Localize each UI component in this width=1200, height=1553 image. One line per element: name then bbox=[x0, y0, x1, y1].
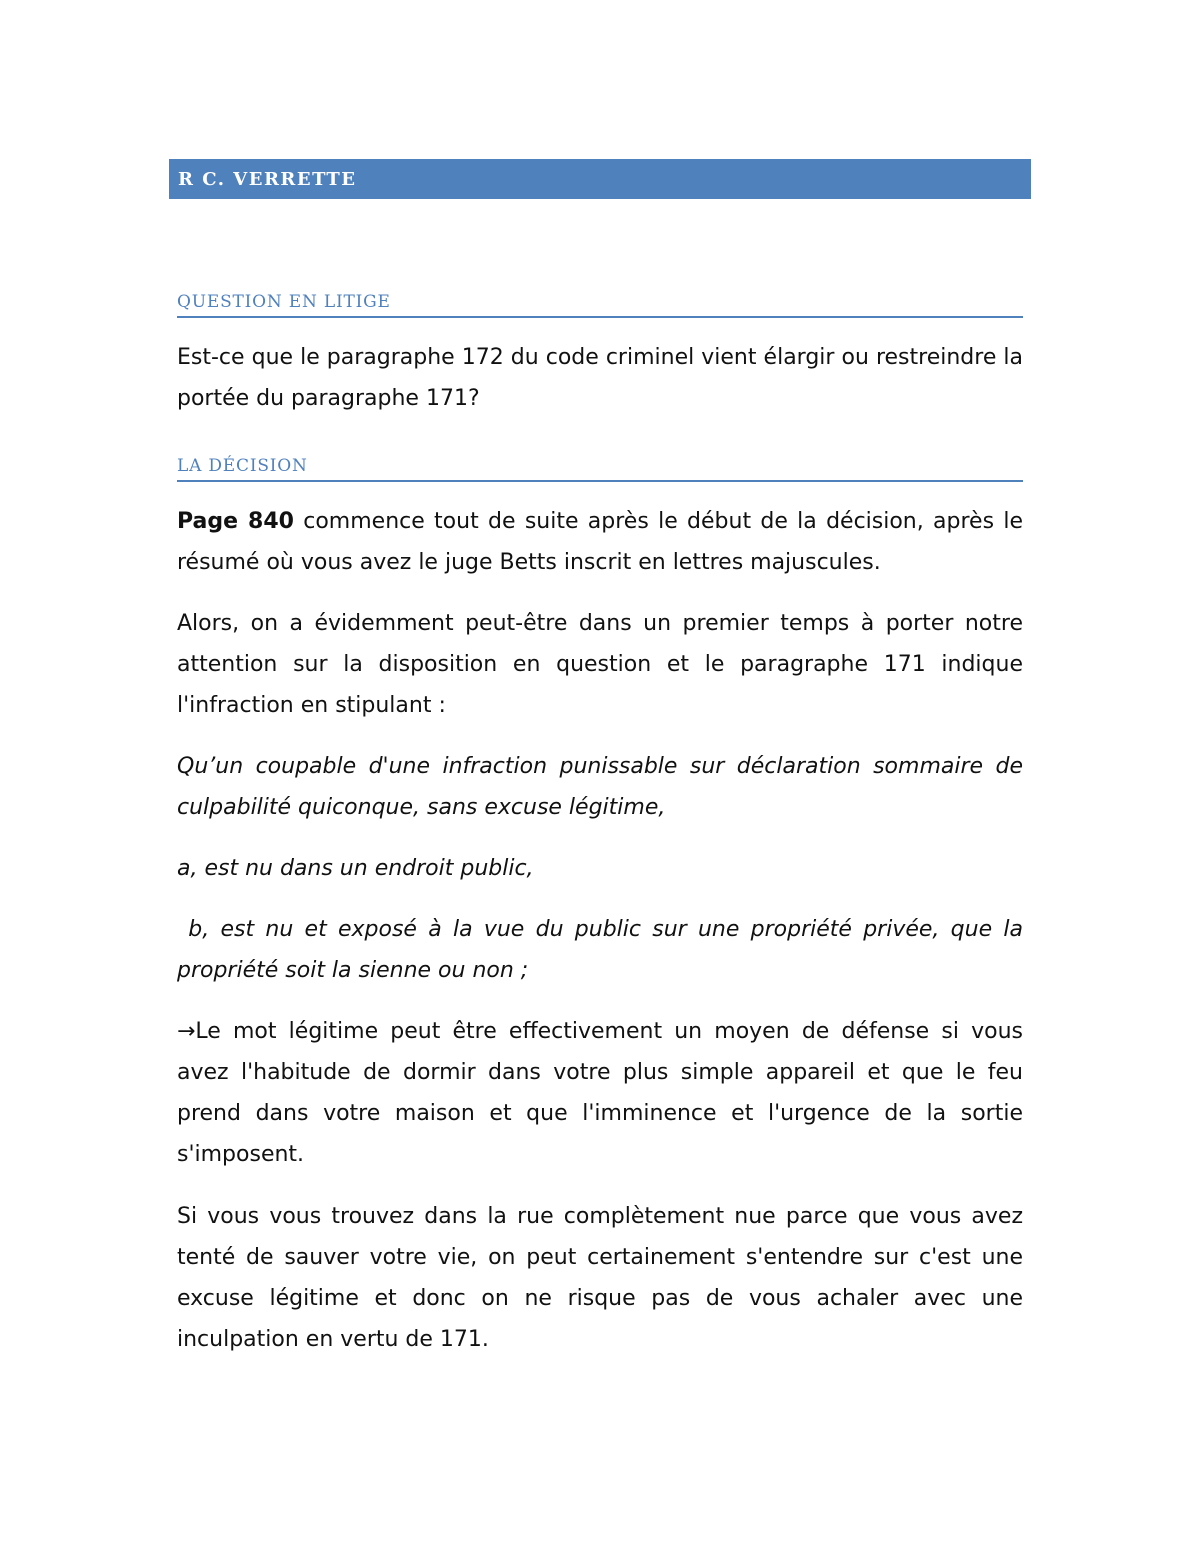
provision-item-b: b, est nu et exposé à la vue du public sur une propriété privée, que la propriété soit la sienne ou non ; bbox=[177, 917, 1030, 983]
provision-item-a: a, est nu dans un endroit public, bbox=[177, 856, 534, 881]
section-heading-decision: LA DÉCISION bbox=[177, 456, 1023, 482]
commentary-paragraph: →Le mot légitime peut être effectivement un moyen de défense si vous avez l'habitude de dormir dans votre plus simple appareil et que le feu prend dans votre maison et que l'imminence et l'urgence de la sortie s'imposent. bbox=[177, 1019, 1023, 1167]
page-reference-paragraph bbox=[177, 501, 1023, 583]
page-reference-text: commence tout de suite après le début de la décision, après le résumé où vous avez le juge Betts inscrit en lettres majuscules. bbox=[177, 509, 1023, 575]
document-title: R C. VERRETTE bbox=[178, 168, 357, 190]
question-paragraph: Est-ce que le paragraphe 172 du code criminel vient élargir ou restreindre la portée du paragraphe 171? bbox=[177, 345, 1023, 411]
section-heading-question: QUESTION EN LITIGE bbox=[177, 292, 1023, 318]
closing-paragraph: Si vous vous trouvez dans la rue complètement nue parce que vous avez tenté de sauver votre vie, on peut certainement s'entendre sur c'est une excuse légitime et donc on ne risque pas de vous achaler avec une inculpation en vertu de 171. bbox=[177, 1204, 1023, 1352]
intro-paragraph: Alors, on a évidemment peut-être dans un premier temps à porter notre attention sur la disposition en question et le paragraphe 171 indique l'infraction en stipulant : bbox=[177, 611, 1023, 718]
document-title-bar bbox=[169, 159, 1031, 199]
quoted-provision: Qu’un coupable d'une infraction punissable sur déclaration sommaire de culpabilité quiconque, sans excuse légitime, bbox=[177, 754, 1023, 820]
page-reference-label: Page 840 bbox=[177, 509, 294, 534]
